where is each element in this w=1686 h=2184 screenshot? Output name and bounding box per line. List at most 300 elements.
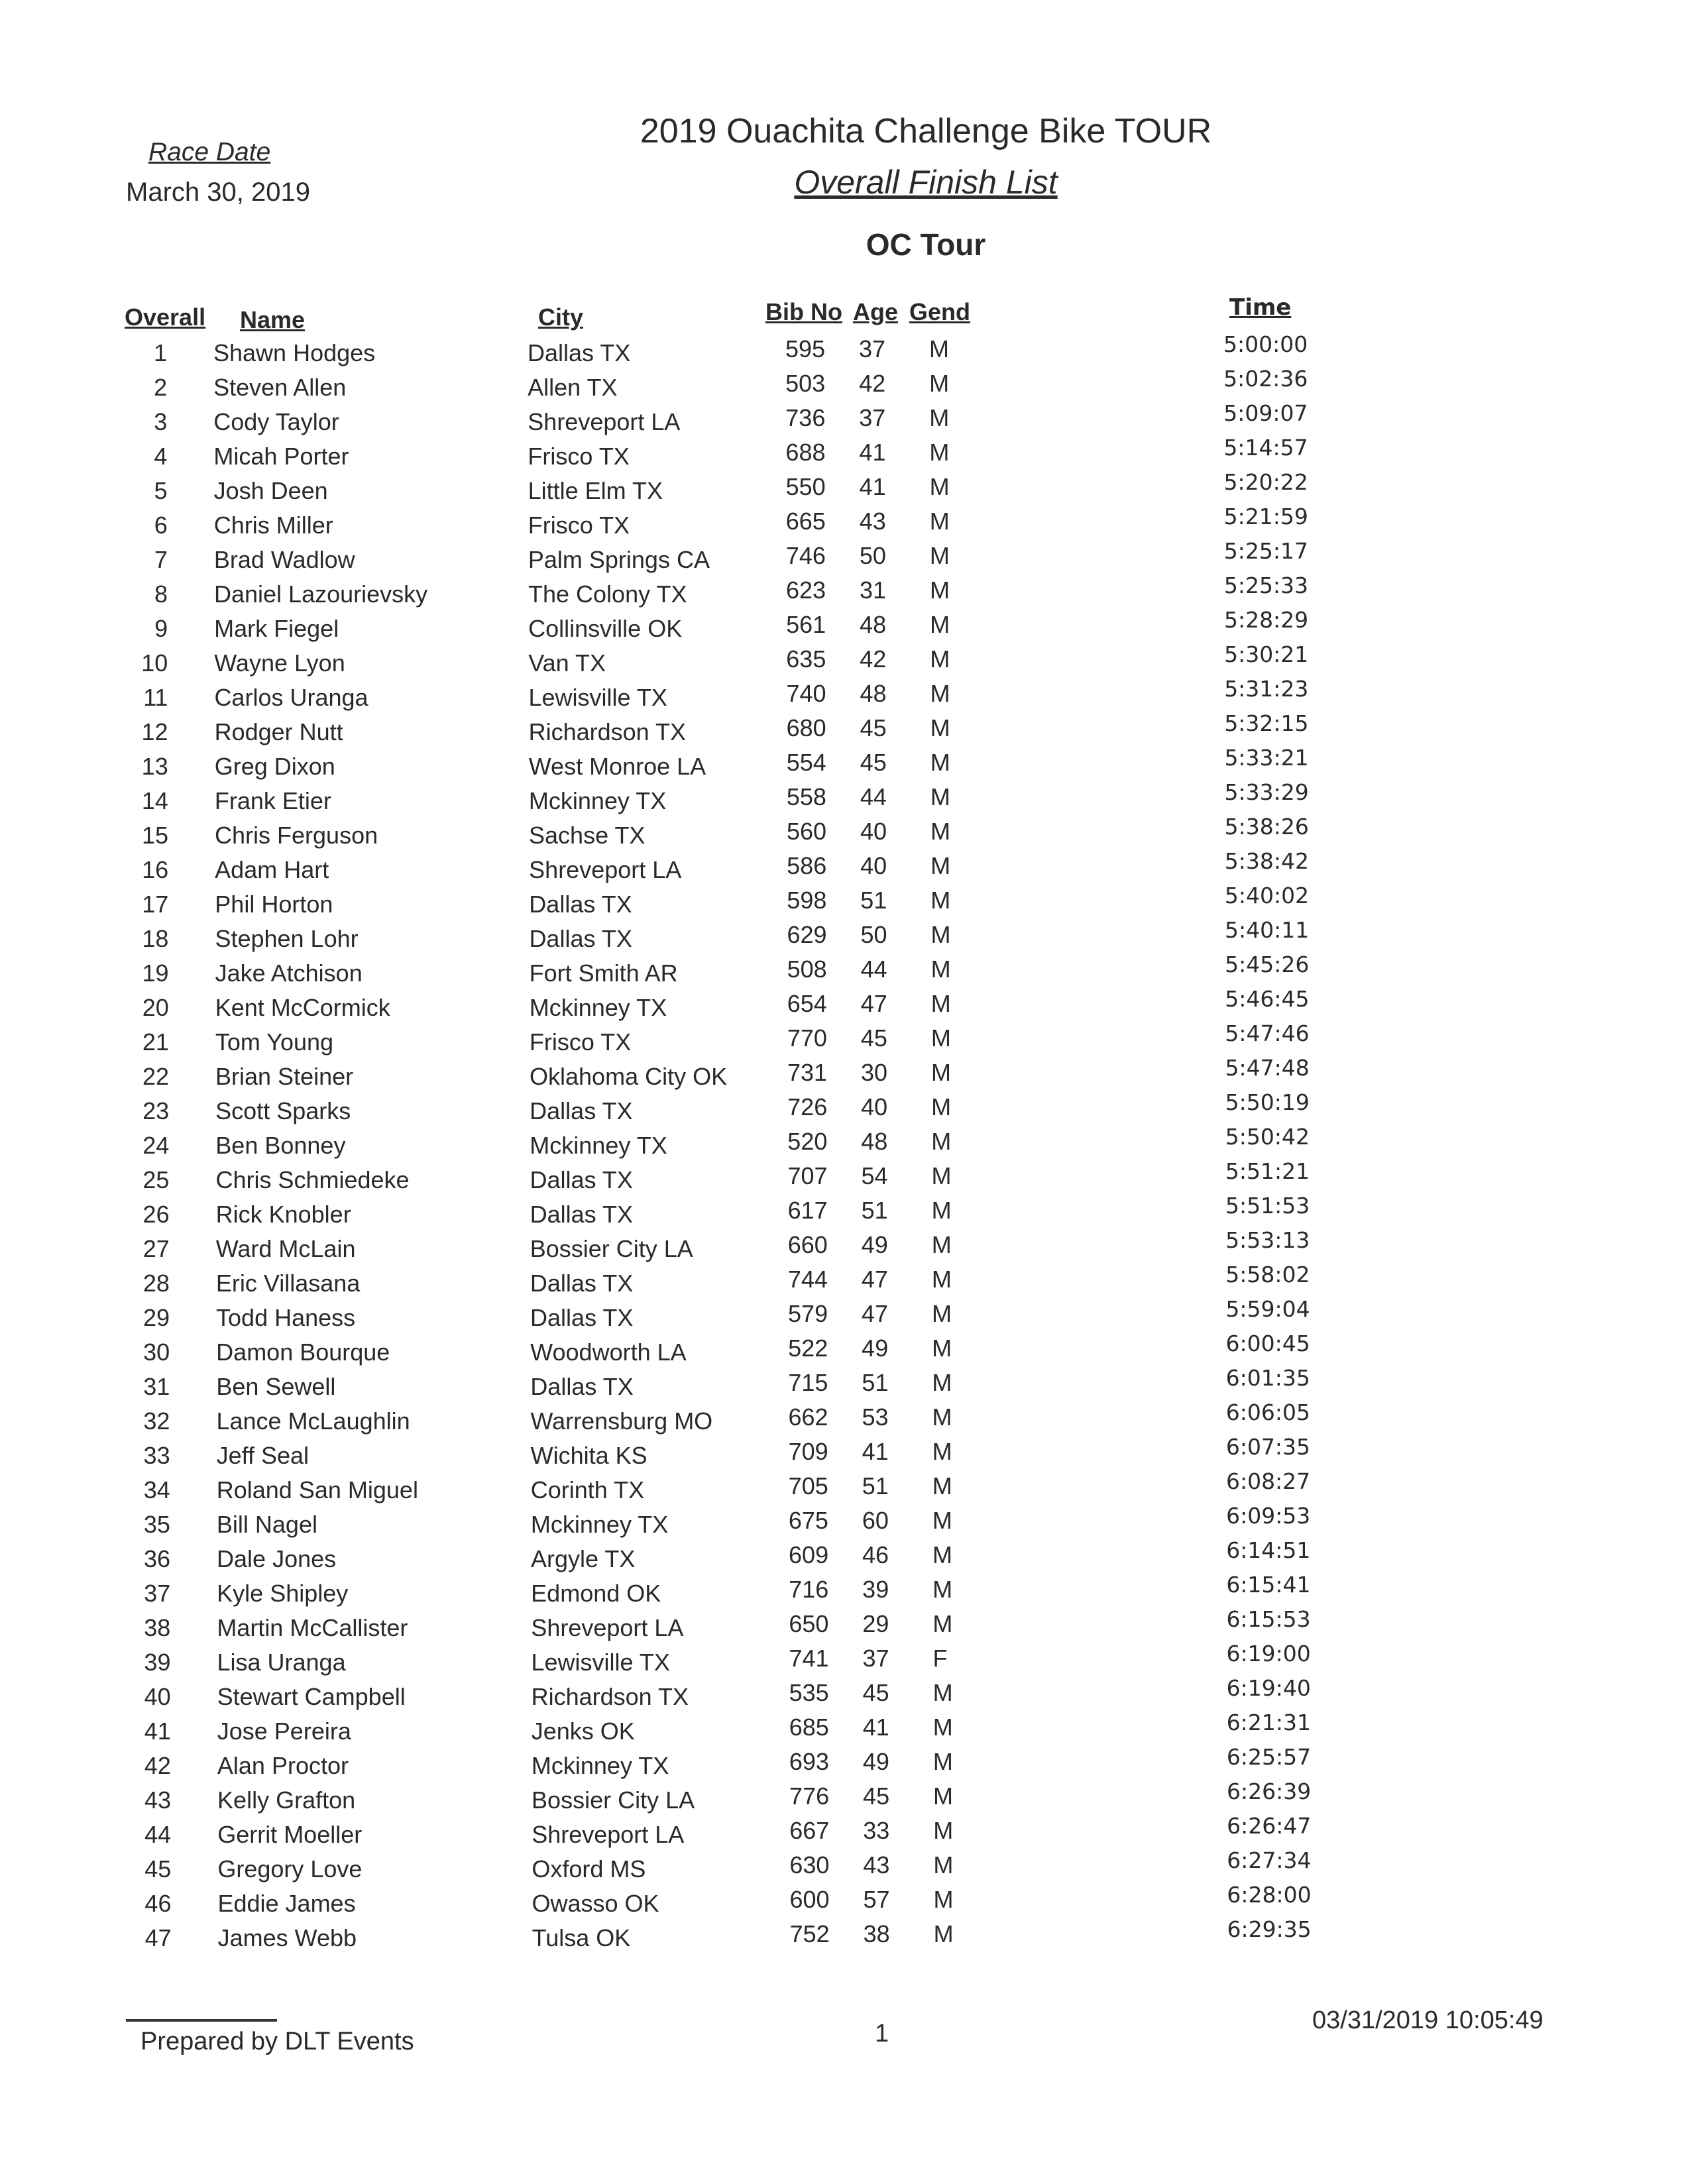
cell-bib: 630: [789, 1851, 830, 1879]
cell-name: Dale Jones: [217, 1545, 337, 1572]
cell-bib: 667: [789, 1817, 830, 1844]
table-row: [0, 538, 1686, 580]
cell-city: Shreveport LA: [529, 856, 682, 883]
cell-city: Richardson TX: [531, 1683, 689, 1710]
cell-city: Dallas TX: [528, 339, 631, 366]
cell-age: 50: [860, 921, 887, 948]
cell-bib: 522: [788, 1335, 828, 1362]
cell-age: 33: [863, 1817, 890, 1844]
cell-name: Kyle Shipley: [217, 1580, 349, 1607]
cell-time: 6:27:34: [1227, 1847, 1312, 1873]
cell-name: Jose Pereira: [217, 1718, 351, 1745]
cell-age: 49: [861, 1231, 888, 1258]
cell-overall: 20: [142, 994, 169, 1021]
cell-bib: 579: [788, 1300, 828, 1327]
cell-age: 43: [863, 1851, 890, 1879]
cell-gender: M: [930, 818, 951, 845]
cell-age: 40: [860, 818, 887, 845]
cell-bib: 770: [787, 1024, 827, 1052]
cell-city: Palm Springs CA: [528, 546, 710, 573]
table-row: [0, 400, 1686, 443]
table-row: [0, 1331, 1686, 1373]
cell-overall: 34: [143, 1476, 170, 1503]
table-row: [0, 1055, 1686, 1097]
cell-name: Greg Dixon: [214, 753, 335, 780]
cell-overall: 19: [142, 959, 169, 987]
cell-time: 5:21:59: [1223, 504, 1308, 529]
cell-city: Bossier City LA: [532, 1786, 695, 1814]
cell-name: Rick Knobler: [215, 1201, 351, 1228]
cell-age: 37: [859, 404, 886, 431]
cell-name: Roland San Miguel: [216, 1476, 418, 1503]
cell-name: Kent McCormick: [215, 994, 390, 1021]
cell-city: Wichita KS: [530, 1442, 647, 1469]
cell-overall: 28: [142, 1270, 170, 1297]
cell-city: Woodworth LA: [530, 1338, 687, 1366]
cell-name: Alan Proctor: [217, 1752, 349, 1779]
cell-overall: 7: [154, 546, 168, 573]
cell-name: Ben Sewell: [216, 1373, 336, 1400]
cell-time: 5:53:13: [1225, 1227, 1310, 1253]
cell-time: 5:58:02: [1225, 1262, 1310, 1287]
table-row: [0, 504, 1686, 546]
cell-gender: F: [932, 1645, 948, 1672]
cell-city: Sachse TX: [529, 822, 646, 849]
table-row: [0, 1675, 1686, 1718]
table-row: [0, 1744, 1686, 1786]
cell-overall: 47: [144, 1924, 172, 1951]
cell-time: 5:00:00: [1223, 331, 1308, 357]
cell-gender: M: [930, 783, 950, 810]
cell-bib: 662: [788, 1403, 828, 1431]
cell-gender: M: [930, 714, 950, 741]
column-header-age: Age: [853, 298, 899, 325]
cell-age: 47: [860, 990, 887, 1017]
cell-bib: 693: [789, 1748, 829, 1775]
cell-gender: M: [932, 1576, 953, 1603]
cell-name: Daniel Lazourievsky: [214, 580, 428, 608]
cell-bib: 561: [786, 611, 826, 638]
cell-name: Eric Villasana: [215, 1270, 361, 1297]
page-number: 1: [875, 2020, 889, 2048]
cell-gender: M: [930, 680, 950, 707]
cell-overall: 3: [154, 408, 168, 435]
cell-age: 49: [862, 1748, 889, 1775]
cell-gender: M: [932, 1403, 952, 1431]
cell-overall: 26: [142, 1201, 170, 1228]
cell-time: 5:50:42: [1225, 1124, 1310, 1150]
cell-overall: 41: [144, 1718, 171, 1745]
cell-time: 5:45:26: [1225, 952, 1310, 977]
cell-gender: M: [932, 1369, 952, 1396]
cell-city: Little Elm TX: [528, 477, 663, 504]
cell-age: 57: [863, 1886, 890, 1913]
cell-time: 6:19:40: [1226, 1675, 1311, 1701]
cell-name: Damon Bourque: [216, 1338, 390, 1366]
cell-bib: 665: [785, 508, 826, 535]
cell-time: 6:15:41: [1226, 1572, 1311, 1598]
cell-city: Shreveport LA: [528, 408, 681, 435]
table-row: [0, 1434, 1686, 1476]
table-row: [0, 1124, 1686, 1166]
cell-time: 6:09:53: [1226, 1503, 1311, 1529]
cell-city: Frisco TX: [528, 443, 630, 470]
page-title: 2019 Ouachita Challenge Bike TOUR: [640, 112, 1212, 150]
cell-time: 6:21:31: [1226, 1710, 1312, 1735]
cell-city: Mckinney TX: [530, 1511, 669, 1538]
cell-gender: M: [931, 1197, 952, 1224]
prepared-by: Prepared by DLT Events: [140, 2028, 414, 2055]
cell-age: 51: [862, 1369, 889, 1396]
cell-overall: 15: [141, 822, 169, 849]
table-row: [0, 676, 1686, 718]
table-row: [0, 1847, 1686, 1890]
cell-age: 37: [859, 335, 886, 362]
cell-city: Lewisville TX: [528, 684, 667, 711]
cell-city: Fort Smith AR: [529, 959, 678, 987]
cell-bib: 623: [786, 576, 826, 604]
cell-age: 41: [859, 439, 886, 466]
cell-city: Dallas TX: [530, 1270, 634, 1297]
cell-name: Jake Atchison: [215, 959, 363, 987]
cell-time: 5:14:57: [1223, 435, 1308, 461]
cell-time: 6:25:57: [1226, 1744, 1312, 1770]
cell-overall: 43: [144, 1786, 172, 1814]
cell-bib: 654: [787, 990, 827, 1017]
table-row: [0, 883, 1686, 925]
cell-gender: M: [930, 645, 950, 673]
column-header-bib: Bib No: [765, 298, 842, 325]
cell-age: 30: [861, 1059, 888, 1086]
cell-gender: M: [929, 473, 950, 500]
cell-bib: 744: [787, 1266, 828, 1293]
cell-overall: 35: [143, 1511, 170, 1538]
cell-overall: 25: [142, 1166, 170, 1193]
cell-overall: 27: [142, 1235, 170, 1262]
cell-city: Dallas TX: [529, 925, 632, 952]
printed-timestamp: 03/31/2019 10:05:49: [1312, 2006, 1544, 2034]
cell-gender: M: [930, 921, 951, 948]
cell-bib: 715: [788, 1369, 828, 1396]
cell-age: 37: [862, 1645, 889, 1672]
cell-name: Kelly Grafton: [217, 1786, 356, 1814]
table-row: [0, 1262, 1686, 1304]
table-row: [0, 1813, 1686, 1855]
cell-city: Dallas TX: [530, 1373, 634, 1400]
cell-bib: 503: [785, 370, 826, 397]
cell-overall: 13: [141, 753, 168, 780]
cell-bib: 680: [786, 714, 826, 741]
cell-time: 6:15:53: [1226, 1606, 1311, 1632]
cell-age: 44: [860, 783, 887, 810]
cell-overall: 16: [142, 856, 169, 883]
footer-divider: [126, 2019, 277, 2022]
cell-name: Carlos Uranga: [214, 684, 368, 711]
cell-gender: M: [929, 508, 950, 535]
cell-city: Warrensburg MO: [530, 1407, 713, 1435]
cell-gender: M: [930, 611, 950, 638]
cell-gender: M: [930, 749, 950, 776]
cell-city: Dallas TX: [530, 1097, 633, 1124]
table-row: [0, 331, 1686, 374]
cell-bib: 554: [786, 749, 826, 776]
cell-city: Dallas TX: [530, 1166, 633, 1193]
cell-name: Gerrit Moeller: [217, 1821, 363, 1848]
cell-age: 48: [860, 611, 887, 638]
cell-name: Brad Wadlow: [213, 546, 355, 573]
cell-overall: 21: [142, 1028, 169, 1056]
table-row: [0, 1020, 1686, 1063]
cell-age: 38: [863, 1920, 890, 1947]
cell-time: 6:08:27: [1225, 1468, 1311, 1494]
cell-bib: 746: [785, 542, 826, 569]
cell-bib: 650: [789, 1610, 829, 1637]
cell-city: Mckinney TX: [531, 1752, 669, 1779]
cell-time: 6:26:39: [1227, 1778, 1312, 1804]
cell-gender: M: [933, 1782, 954, 1810]
cell-bib: 595: [785, 335, 826, 362]
cell-time: 5:40:02: [1224, 883, 1310, 908]
cell-time: 5:51:53: [1225, 1193, 1310, 1219]
cell-city: Allen TX: [528, 374, 618, 401]
table-row: [0, 1882, 1686, 1924]
table-row: [0, 710, 1686, 753]
cell-bib: 660: [787, 1231, 828, 1258]
cell-age: 54: [861, 1162, 888, 1189]
cell-name: Adam Hart: [215, 856, 329, 883]
cell-age: 42: [860, 645, 887, 673]
cell-bib: 726: [787, 1093, 828, 1120]
cell-city: Jenks OK: [531, 1718, 635, 1745]
cell-bib: 736: [785, 404, 826, 431]
cell-age: 42: [859, 370, 886, 397]
cell-gender: M: [930, 887, 951, 914]
cell-city: The Colony TX: [528, 580, 687, 608]
page-subtitle: Overall Finish List: [794, 164, 1058, 201]
cell-overall: 39: [144, 1649, 171, 1676]
cell-time: 5:20:22: [1223, 469, 1308, 495]
cell-bib: 776: [789, 1782, 830, 1810]
cell-time: 6:19:00: [1226, 1641, 1311, 1666]
table-row: [0, 1296, 1686, 1338]
cell-time: 5:02:36: [1223, 366, 1308, 392]
cell-age: 45: [862, 1679, 889, 1706]
cell-bib: 617: [787, 1197, 828, 1224]
cell-city: Richardson TX: [528, 718, 687, 745]
cell-age: 40: [860, 852, 887, 879]
cell-overall: 45: [144, 1855, 172, 1883]
table-row: [0, 1468, 1686, 1511]
cell-overall: 31: [143, 1373, 170, 1400]
cell-time: 6:06:05: [1225, 1399, 1310, 1425]
cell-age: 48: [861, 1128, 888, 1155]
table-row: [0, 1572, 1686, 1614]
cell-time: 5:50:19: [1225, 1089, 1310, 1115]
cell-gender: M: [930, 956, 951, 983]
table-row: [0, 1710, 1686, 1752]
cell-time: 5:51:21: [1225, 1158, 1310, 1184]
cell-overall: 44: [144, 1821, 172, 1848]
cell-city: Corinth TX: [530, 1476, 645, 1503]
cell-gender: M: [932, 1300, 952, 1327]
cell-gender: M: [932, 1438, 952, 1465]
cell-overall: 38: [144, 1614, 171, 1641]
cell-gender: M: [932, 1335, 952, 1362]
cell-gender: M: [932, 1472, 952, 1500]
cell-age: 48: [860, 680, 887, 707]
cell-age: 43: [859, 508, 886, 535]
cell-name: Todd Haness: [216, 1304, 356, 1331]
cell-city: Lewisville TX: [531, 1649, 670, 1676]
cell-overall: 22: [142, 1063, 170, 1090]
cell-age: 47: [861, 1266, 888, 1293]
cell-age: 60: [862, 1507, 889, 1534]
cell-overall: 10: [141, 649, 168, 677]
cell-bib: 707: [787, 1162, 828, 1189]
cell-age: 47: [862, 1300, 889, 1327]
table-row: [0, 1227, 1686, 1270]
cell-name: Scott Sparks: [215, 1097, 351, 1124]
cell-name: Stephen Lohr: [215, 925, 359, 952]
table-row: [0, 1606, 1686, 1649]
cell-gender: M: [933, 1886, 954, 1913]
table-row: [0, 1399, 1686, 1442]
cell-age: 51: [861, 1197, 888, 1224]
cell-name: Frank Etier: [214, 787, 331, 814]
cell-name: Ben Bonney: [215, 1132, 346, 1159]
cell-overall: 14: [141, 787, 168, 814]
cell-city: Dallas TX: [530, 1201, 633, 1228]
cell-name: Chris Schmiedeke: [215, 1166, 410, 1193]
table-row: [0, 573, 1686, 615]
cell-overall: 18: [142, 925, 169, 952]
cell-gender: M: [933, 1920, 954, 1947]
cell-time: 5:25:17: [1223, 538, 1308, 564]
cell-gender: M: [931, 1059, 952, 1086]
cell-gender: M: [932, 1541, 953, 1568]
cell-city: Dallas TX: [529, 891, 632, 918]
cell-overall: 17: [142, 891, 169, 918]
cell-age: 51: [860, 887, 887, 914]
cell-name: Wayne Lyon: [214, 649, 345, 677]
table-row: [0, 1537, 1686, 1580]
table-row: [0, 1916, 1686, 1959]
cell-time: 6:00:45: [1225, 1331, 1310, 1356]
cell-name: Rodger Nutt: [214, 718, 343, 745]
cell-bib: 752: [789, 1920, 830, 1947]
cell-bib: 688: [785, 439, 826, 466]
cell-city: Mckinney TX: [528, 787, 667, 814]
cell-overall: 11: [143, 684, 168, 711]
cell-overall: 37: [144, 1580, 171, 1607]
cell-city: West Monroe LA: [528, 753, 706, 780]
cell-time: 5:47:48: [1225, 1055, 1310, 1081]
cell-time: 6:07:35: [1225, 1434, 1311, 1460]
cell-age: 45: [860, 749, 887, 776]
cell-name: Cody Taylor: [213, 408, 339, 435]
table-row: [0, 814, 1686, 856]
cell-name: Phil Horton: [215, 891, 333, 918]
cell-age: 50: [859, 542, 886, 569]
cell-time: 5:25:33: [1223, 573, 1309, 598]
cell-gender: M: [929, 542, 950, 569]
cell-name: Tom Young: [215, 1028, 334, 1056]
cell-name: James Webb: [217, 1924, 357, 1951]
column-header-time: Time: [1229, 294, 1292, 321]
cell-overall: 8: [154, 580, 168, 608]
cell-time: 5:33:29: [1224, 779, 1309, 805]
cell-bib: 508: [787, 956, 827, 983]
table-row: [0, 1778, 1686, 1821]
cell-bib: 731: [787, 1059, 828, 1086]
cell-name: Brian Steiner: [215, 1063, 354, 1090]
cell-name: Gregory Love: [217, 1855, 363, 1883]
cell-bib: 685: [789, 1714, 829, 1741]
cell-age: 41: [862, 1714, 889, 1741]
table-row: [0, 1193, 1686, 1235]
race-date: March 30, 2019: [126, 178, 310, 207]
cell-gender: M: [930, 576, 950, 604]
cell-gender: M: [931, 1128, 952, 1155]
cell-age: 39: [862, 1576, 889, 1603]
cell-overall: 36: [143, 1545, 171, 1572]
table-row: [0, 366, 1686, 408]
column-header-city: City: [538, 303, 584, 331]
cell-bib: 629: [787, 921, 827, 948]
column-header-overall: Overall: [125, 303, 206, 331]
table-row: [0, 848, 1686, 891]
cell-age: 46: [862, 1541, 889, 1568]
cell-age: 51: [862, 1472, 889, 1500]
cell-overall: 46: [144, 1890, 172, 1917]
table-row: [0, 1365, 1686, 1407]
table-row: [0, 1641, 1686, 1683]
division-title: OC Tour: [866, 227, 986, 262]
cell-time: 5:32:15: [1224, 710, 1309, 736]
cell-gender: M: [932, 1610, 953, 1637]
cell-bib: 635: [786, 645, 826, 673]
cell-city: Dallas TX: [530, 1304, 634, 1331]
cell-overall: 9: [154, 615, 168, 642]
cell-gender: M: [929, 335, 949, 362]
cell-time: 5:38:42: [1224, 848, 1310, 874]
cell-city: Owasso OK: [532, 1890, 659, 1917]
cell-name: Bill Nagel: [216, 1511, 317, 1538]
cell-gender: M: [929, 404, 950, 431]
cell-name: Eddie James: [217, 1890, 356, 1917]
cell-time: 5:31:23: [1224, 676, 1309, 702]
cell-age: 41: [859, 473, 886, 500]
cell-age: 45: [863, 1782, 890, 1810]
cell-overall: 30: [143, 1338, 170, 1366]
cell-time: 6:28:00: [1227, 1882, 1312, 1908]
cell-time: 5:46:45: [1225, 986, 1310, 1012]
cell-gender: M: [929, 370, 950, 397]
cell-city: Bossier City LA: [530, 1235, 693, 1262]
cell-overall: 24: [142, 1132, 170, 1159]
cell-gender: M: [932, 1714, 953, 1741]
cell-overall: 1: [153, 339, 167, 366]
cell-name: Shawn Hodges: [213, 339, 376, 366]
cell-name: Josh Deen: [213, 477, 328, 504]
cell-name: Stewart Campbell: [217, 1683, 406, 1710]
cell-overall: 6: [154, 512, 168, 539]
cell-name: Chris Ferguson: [215, 822, 378, 849]
cell-time: 5:28:29: [1223, 607, 1309, 633]
cell-overall: 32: [143, 1407, 170, 1435]
cell-time: 5:30:21: [1224, 641, 1309, 667]
cell-gender: M: [933, 1851, 954, 1879]
